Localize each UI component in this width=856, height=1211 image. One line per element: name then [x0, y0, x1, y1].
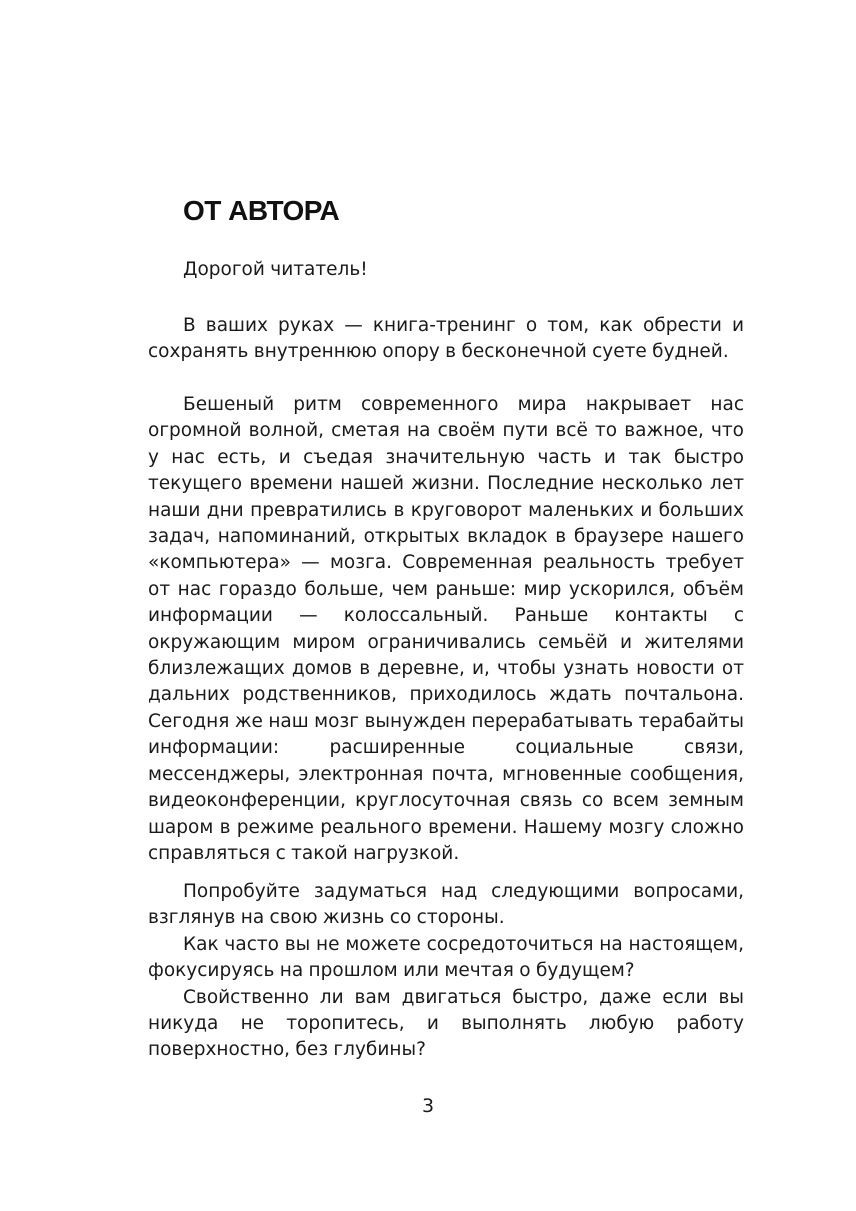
greeting-paragraph: Дорогой читатель! — [183, 259, 368, 280]
question-paragraph: Как часто вы не можете сосредоточиться на настоящем, фокусируясь на прошлом или мечтая о будущем? — [148, 933, 744, 982]
main-paragraph: Бешеный ритм современного мира накрывает нас огромной волной, сметая на своём пути всё то важное, что у нас есть, и съедая значительную часть и так быстро текущего времени нашей жизни. Последние несколько лет наши дни превратились в круговорот маленьких и больших задач, напоминаний, открытых вкладок в браузере нашего «компьютера» — мозга. Современная реальность требует от нас гораздо больше, чем раньше: мир ускорился, объём информации — колоссальный. Раньше контакты с окружающим миром ограничивались семьёй и жителями близлежащих домов в деревне, и, чтобы узнать новости от дальних родственников, приходилось ждать почтальона. Сегодня же наш мозг вынужден перерабатывать терабайты информации: расширенные социальные связи, мессенджеры, электронная почта, мгновенные сообщения, видеоконференции, круглосуточная связь со всем земным шаром в режиме реального времени. Нашему мозгу сложно справляться с такой нагрузкой. — [148, 394, 744, 864]
questions-block — [148, 879, 744, 1064]
intro-block — [148, 313, 744, 366]
intro-paragraph: В ваших руках — книга-тренинг о том, как обрести и сохранять внутреннюю опору в бесконечной суете будней. — [148, 315, 744, 363]
page-number: 3 — [421, 1095, 435, 1117]
question-paragraph: Попробуйте задуматься над следующими вопросами, взглянув на свою жизнь со стороны. — [148, 881, 744, 929]
greeting-block — [148, 257, 744, 283]
chapter-heading: ОТ АВТОРА — [183, 195, 340, 226]
question-paragraph: Свойственно ли вам двигаться быстро, даже если вы никуда не торопитесь, и выполнять любую работу поверхностно, без глубины? — [148, 986, 744, 1061]
main-block — [148, 392, 744, 867]
